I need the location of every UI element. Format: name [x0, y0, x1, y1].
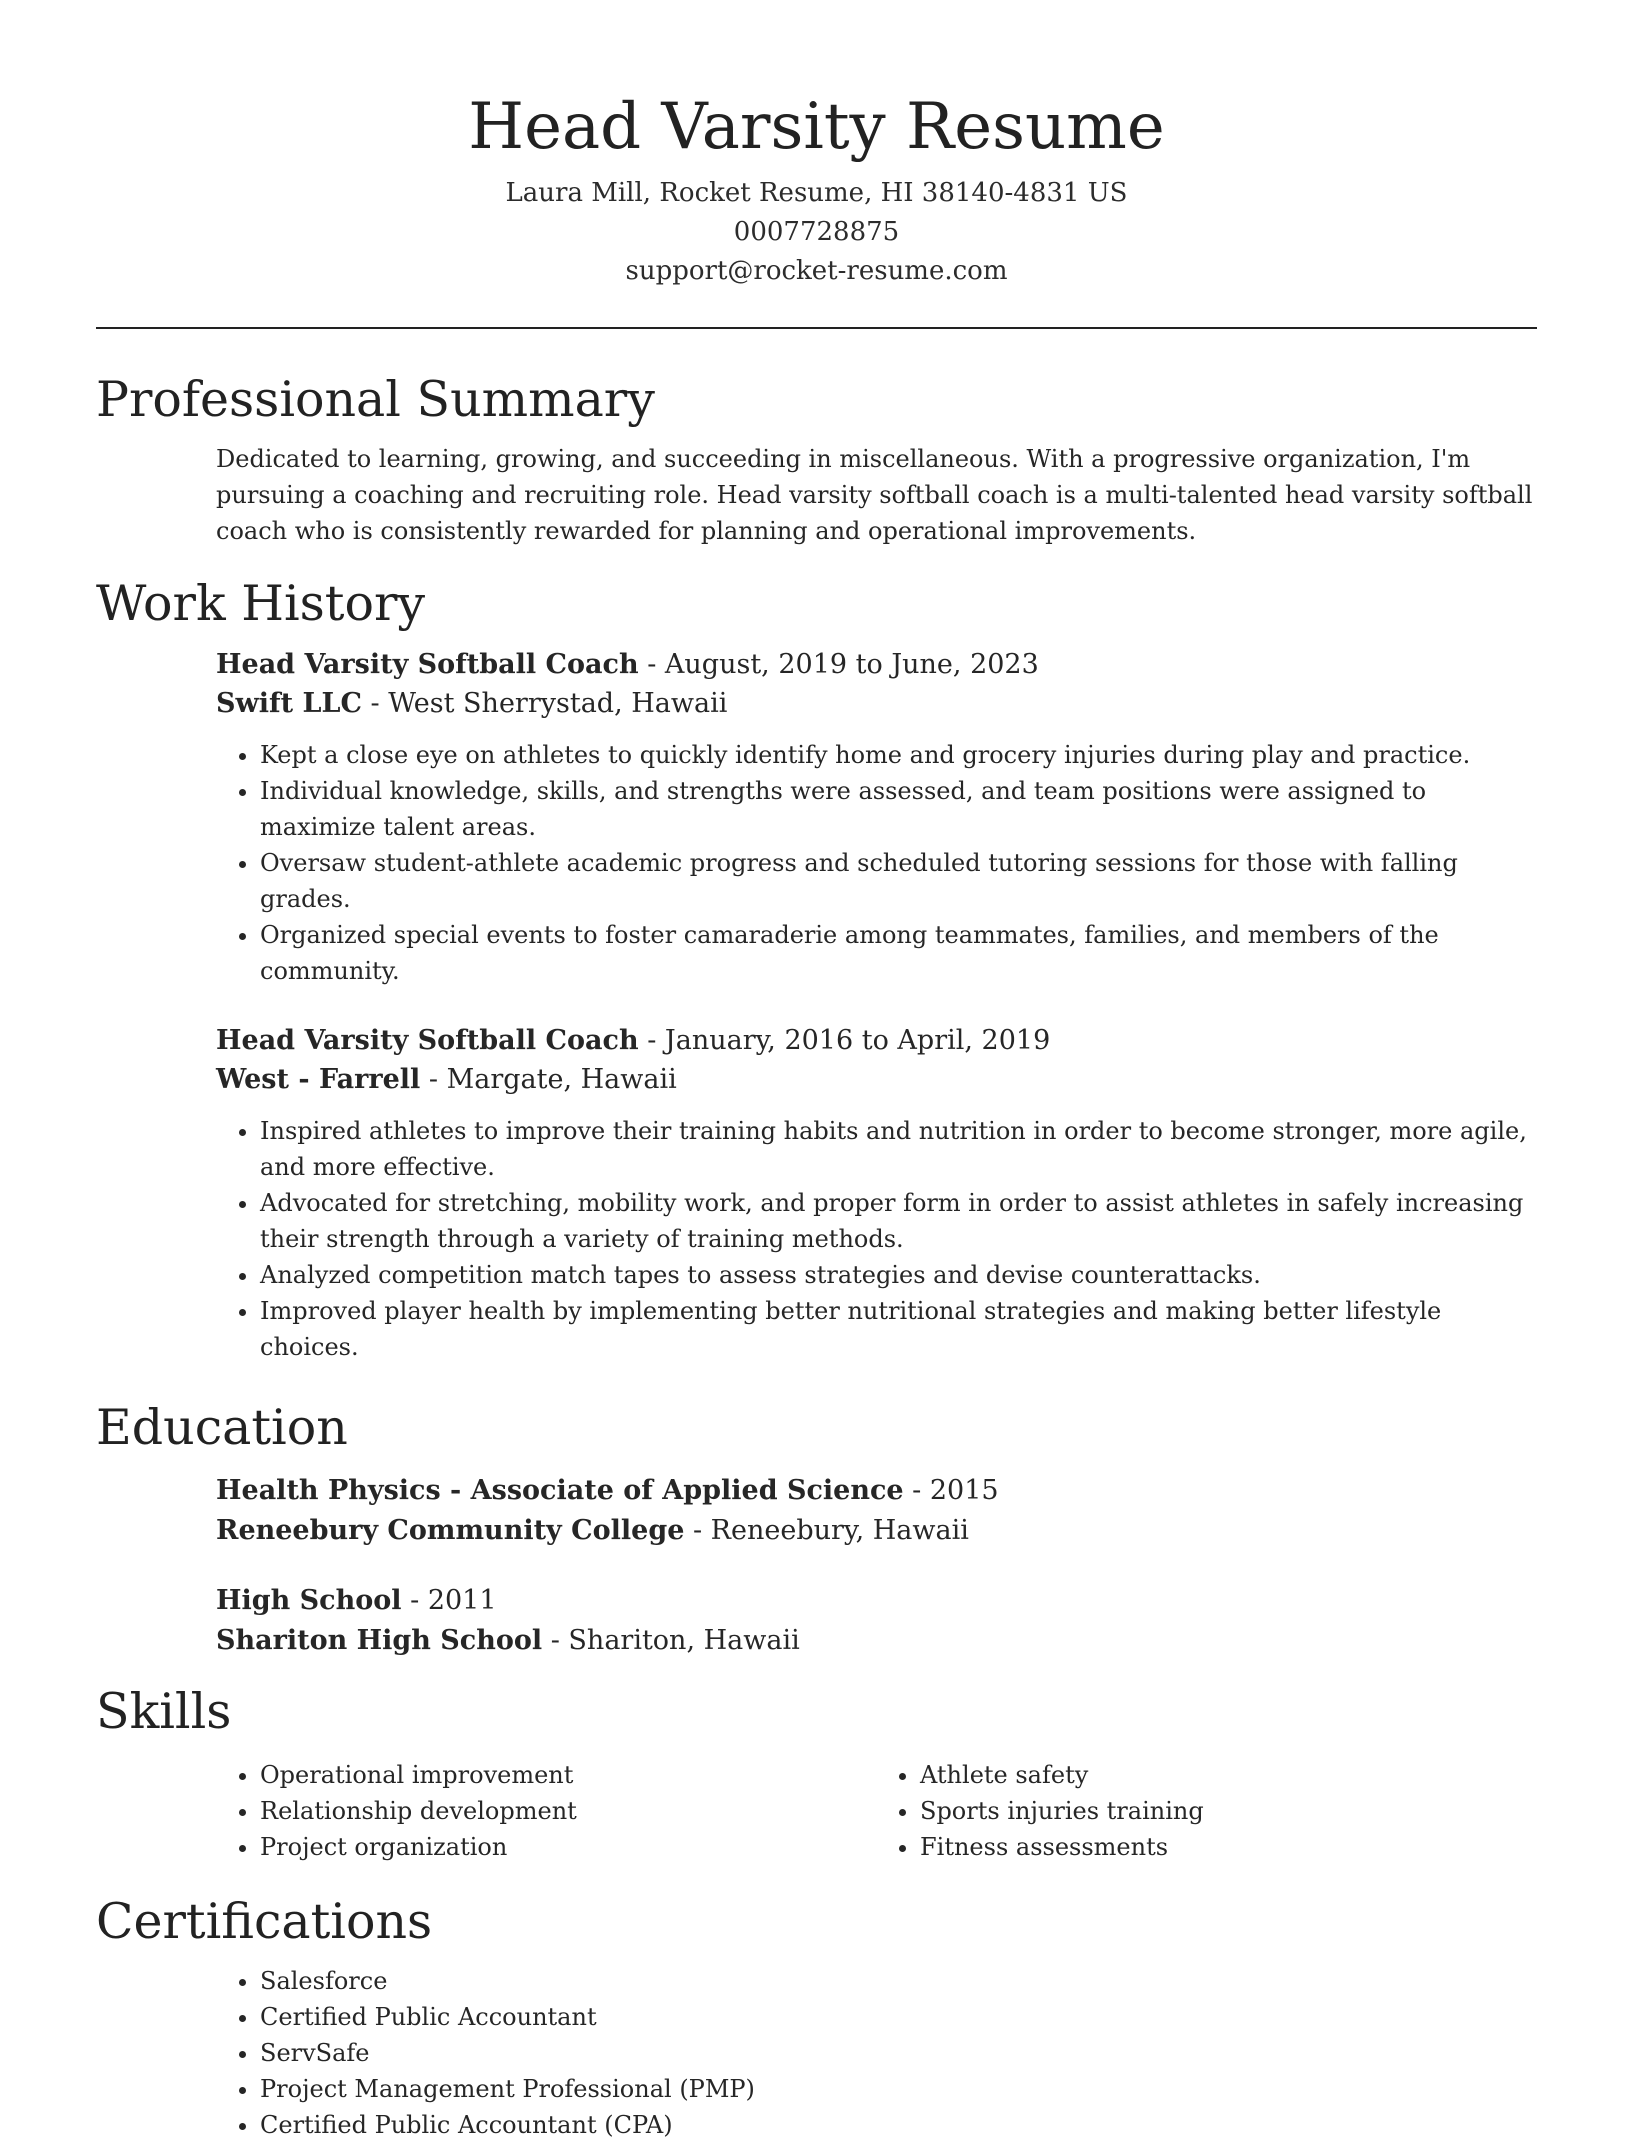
education-degree: Health Physics - Associate of Applied Science — [216, 1475, 904, 1506]
education-section — [96, 1395, 1537, 1661]
job-location: - West Sherrystad, Hawaii — [361, 688, 728, 719]
section-heading-skills: Skills — [96, 1683, 232, 1740]
section-heading-summary: Professional Summary — [96, 371, 655, 428]
list-item: • Oversaw student-athlete academic progress and scheduled tutoring sessions for those with falling grades. — [260, 845, 1537, 917]
job-role: Head Varsity Softball Coach — [216, 649, 639, 680]
education-school: Shariton High School — [216, 1625, 543, 1656]
list-item: • Project Management Professional (PMP) — [260, 2071, 1537, 2107]
education-entry — [216, 1581, 1537, 1661]
list-item: • Salesforce — [260, 1963, 1537, 1999]
list-item: • Certified Public Accountant — [260, 1999, 1537, 2035]
education-school-line — [216, 1621, 1537, 1661]
job-company: Swift LLC — [216, 688, 362, 719]
education-location: - Reneebury, Hawaii — [684, 1515, 969, 1546]
education-body — [216, 1471, 1537, 1661]
summary-text: Dedicated to learning, growing, and succeeding in miscellaneous. With a progressive organization, I'm pursuing a coaching and recruiting role. Head varsity softball coach is a multi-talented head varsity softball coach who is consistently rewarded for planning and operational improvements. — [216, 445, 1533, 545]
section-heading-work: Work History — [96, 575, 426, 632]
job-location: - Margate, Hawaii — [420, 1064, 677, 1095]
contact-email: support@rocket-resume.com — [625, 256, 1008, 286]
summary-body — [216, 441, 1537, 549]
list-item: • Improved player health by implementing better nutritional strategies and making better lifestyle choices. — [260, 1293, 1537, 1365]
list-item: • Relationship development — [260, 1793, 876, 1829]
education-school-line — [216, 1511, 1537, 1551]
job-bullets — [216, 1113, 1537, 1365]
job-bullets — [216, 737, 1537, 989]
education-location: - Shariton, Hawaii — [542, 1625, 800, 1656]
skills-list-right — [876, 1757, 1536, 1865]
education-entry — [216, 1471, 1537, 1551]
list-item: • Project organization — [260, 1829, 876, 1865]
education-degree-line — [216, 1581, 1537, 1621]
job-company: West - Farrell — [216, 1064, 421, 1095]
list-item: • Athlete safety — [920, 1757, 1536, 1793]
job-dates: - January, 2016 to April, 2019 — [638, 1025, 1051, 1056]
list-item: • Certified Public Accountant (CPA) — [260, 2107, 1537, 2143]
job-title-line — [216, 1021, 1537, 1060]
certifications-section — [96, 1889, 1537, 2143]
skills-section — [96, 1679, 1537, 1865]
list-item: • Analyzed competition match tapes to assess strategies and devise counterattacks. — [260, 1257, 1537, 1293]
work-history-section — [96, 571, 1537, 1365]
section-heading-certifications: Certifications — [96, 1893, 433, 1950]
list-item: • Fitness assessments — [920, 1829, 1536, 1865]
certifications-list — [216, 1963, 1537, 2143]
list-item: • ServSafe — [260, 2035, 1537, 2071]
list-item: • Kept a close eye on athletes to quickly identify home and grocery injuries during play and practice. — [260, 737, 1537, 773]
section-heading-education: Education — [96, 1399, 348, 1456]
resume-page — [96, 0, 1537, 2143]
education-degree-line — [216, 1471, 1537, 1511]
page-title: Head Varsity Resume — [468, 90, 1165, 164]
list-item: • Individual knowledge, skills, and strengths were assessed, and team positions were assigned to maximize talent areas. — [260, 773, 1537, 845]
summary-section — [96, 367, 1537, 549]
job-title-line — [216, 645, 1537, 684]
certifications-body — [216, 1963, 1537, 2143]
skills-body — [216, 1757, 1536, 1865]
list-item: • Advocated for stretching, mobility work, and proper form in order to assist athletes in safely increasing their strength through a variety of training methods. — [260, 1185, 1537, 1257]
job-entry — [216, 645, 1537, 989]
list-item: • Operational improvement — [260, 1757, 876, 1793]
education-school: Reneebury Community College — [216, 1515, 685, 1546]
list-item: • Organized special events to foster camaraderie among teammates, families, and members of the community. — [260, 917, 1537, 989]
job-role: Head Varsity Softball Coach — [216, 1025, 639, 1056]
education-year: - 2011 — [401, 1585, 497, 1616]
job-dates: - August, 2019 to June, 2023 — [638, 649, 1039, 680]
header-divider — [96, 327, 1537, 329]
job-company-line — [216, 1060, 1537, 1099]
job-entry — [216, 1021, 1537, 1365]
contact-address: Laura Mill, Rocket Resume, HI 38140-4831 US — [505, 178, 1128, 208]
skills-list-left — [216, 1757, 876, 1865]
job-company-line — [216, 684, 1537, 723]
work-body — [216, 645, 1537, 1365]
education-year: - 2015 — [903, 1475, 999, 1506]
list-item: • Sports injuries training — [920, 1793, 1536, 1829]
list-item: • Inspired athletes to improve their training habits and nutrition in order to become stronger, more agile, and more effective. — [260, 1113, 1537, 1185]
education-degree: High School — [216, 1585, 402, 1616]
contact-phone: 0007728875 — [733, 217, 900, 247]
resume-header — [96, 0, 1537, 291]
